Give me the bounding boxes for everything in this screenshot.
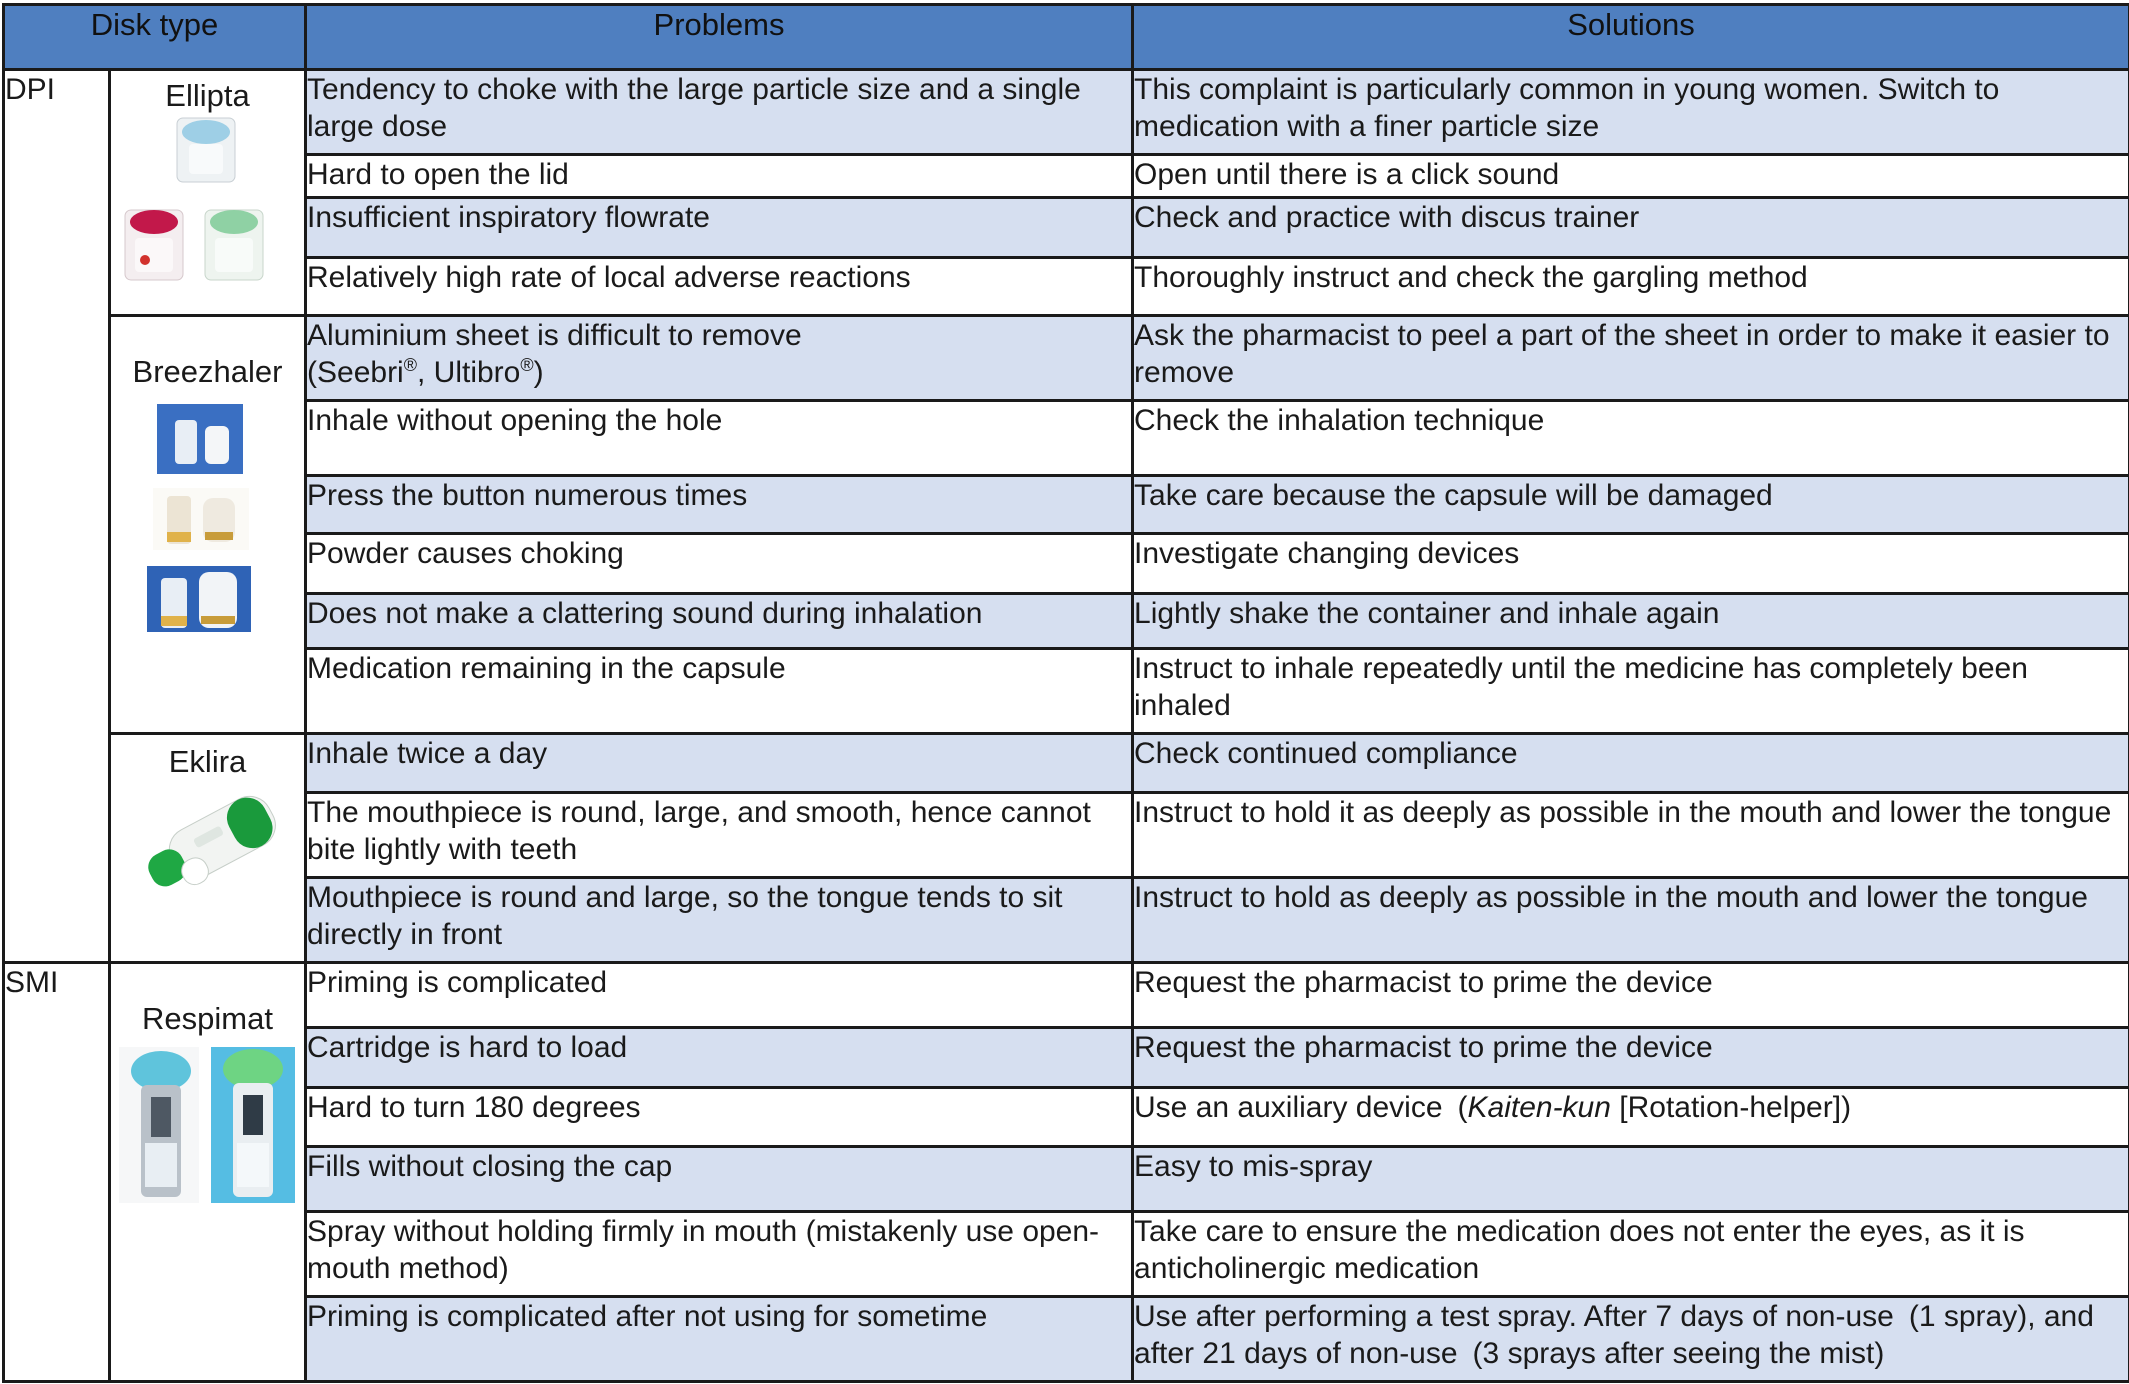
table-row bbox=[4, 1147, 2129, 1212]
inhaler-problems-table bbox=[2, 3, 2129, 1383]
solution-cell: Check the inhalation technique bbox=[1133, 400, 2129, 475]
eklira-inhaler-icon bbox=[111, 788, 307, 898]
problem-cell: Mouthpiece is round and large, so the tongue tends to sit directly in front bbox=[306, 878, 1133, 963]
header-disk-type: Disk type bbox=[4, 5, 306, 70]
table-row bbox=[4, 198, 2129, 258]
brand-text: ) bbox=[533, 355, 544, 389]
table-row bbox=[4, 1211, 2129, 1296]
table-row bbox=[4, 793, 2129, 878]
problem-cell: Fills without closing the cap bbox=[306, 1147, 1133, 1212]
problem-cell: Insufficient inspiratory flowrate bbox=[306, 198, 1133, 258]
table-row bbox=[4, 70, 2129, 155]
solution-cell: Instruct to hold as deeply as possible in the mouth and lower the tongue bbox=[1133, 878, 2129, 963]
solution-text: Use an auxiliary device ( bbox=[1134, 1090, 1468, 1124]
problem-cell: The mouthpiece is round, large, and smooth, hence cannot bite lightly with teeth bbox=[306, 793, 1133, 878]
solution-cell: Easy to mis-spray bbox=[1133, 1147, 2129, 1212]
table-row bbox=[4, 1087, 2129, 1147]
problem-text: Aluminium sheet is difficult to remove bbox=[307, 318, 802, 352]
device-name-breezhaler: Breezhaler bbox=[132, 353, 283, 389]
problem-cell: Tendency to choke with the large particle size and a single large dose bbox=[306, 70, 1133, 155]
registered-mark: ® bbox=[403, 354, 417, 375]
device-name-eklira: Eklira bbox=[168, 743, 247, 779]
solution-text: [Rotation-helper]) bbox=[1610, 1090, 1852, 1124]
respimat-image bbox=[111, 1047, 307, 1207]
table-row bbox=[4, 648, 2129, 733]
device-name-ellipta: Ellipta bbox=[165, 78, 250, 113]
solution-cell: Investigate changing devices bbox=[1133, 534, 2129, 594]
problem-cell: Powder causes choking bbox=[306, 534, 1133, 594]
solution-cell: Take care to ensure the medication does not enter the eyes, as it is anticholinergic medication bbox=[1133, 1211, 2129, 1296]
ellipta-inhalers-icon bbox=[111, 114, 307, 294]
solution-cell: Request the pharmacist to prime the device bbox=[1133, 963, 2129, 1028]
device-cell-eklira bbox=[110, 733, 306, 963]
table-row bbox=[4, 963, 2129, 1028]
problem-cell: Medication remaining in the capsule bbox=[306, 648, 1133, 733]
device-cell-respimat bbox=[110, 963, 306, 1382]
solution-cell: Ask the pharmacist to peel a part of the sheet in order to make it easier to remove bbox=[1133, 315, 2129, 400]
problem-cell: Does not make a clattering sound during inhalation bbox=[306, 593, 1133, 648]
problem-cell: Priming is complicated bbox=[306, 963, 1133, 1028]
table-row bbox=[4, 1027, 2129, 1087]
problem-cell: Relatively high rate of local adverse reactions bbox=[306, 258, 1133, 316]
solution-cell: Request the pharmacist to prime the device bbox=[1133, 1027, 2129, 1087]
table-row bbox=[4, 315, 2129, 400]
solution-cell: Check continued compliance bbox=[1133, 733, 2129, 793]
device-helper-name: Kaiten-kun bbox=[1467, 1090, 1611, 1124]
table-row bbox=[4, 475, 2129, 534]
problem-cell: Priming is complicated after not using for sometime bbox=[306, 1296, 1133, 1381]
ellipta-image bbox=[111, 114, 307, 294]
table-row bbox=[4, 258, 2129, 316]
device-cell-ellipta bbox=[110, 70, 306, 316]
registered-mark: ® bbox=[520, 354, 534, 375]
solution-cell: Lightly shake the container and inhale again bbox=[1133, 593, 2129, 648]
table-row bbox=[4, 878, 2129, 963]
solution-cell: Open until there is a click sound bbox=[1133, 154, 2129, 197]
header-solutions: Solutions bbox=[1133, 5, 2129, 70]
breezhaler-inhalers-icon bbox=[111, 400, 307, 640]
solution-cell: Thoroughly instruct and check the gargling method bbox=[1133, 258, 2129, 316]
problem-cell bbox=[306, 315, 1133, 400]
solution-cell: Instruct to hold it as deeply as possible in the mouth and lower the tongue bbox=[1133, 793, 2129, 878]
table-row bbox=[4, 534, 2129, 594]
problem-cell: Inhale twice a day bbox=[306, 733, 1133, 793]
eklira-image bbox=[111, 788, 307, 898]
header-row bbox=[4, 5, 2129, 70]
type-cell-smi: SMI bbox=[4, 963, 110, 1382]
table-row bbox=[4, 154, 2129, 197]
device-cell-breezhaler bbox=[110, 315, 306, 733]
brand-text: , Ultibro bbox=[417, 355, 521, 389]
solution-cell: Instruct to inhale repeatedly until the medicine has completely been inhaled bbox=[1133, 648, 2129, 733]
table-row bbox=[4, 1296, 2129, 1381]
table-row bbox=[4, 593, 2129, 648]
device-name-respimat: Respimat bbox=[142, 1001, 273, 1037]
problem-cell: Inhale without opening the hole bbox=[306, 400, 1133, 475]
respimat-inhalers-icon bbox=[111, 1047, 307, 1207]
problem-cell: Cartridge is hard to load bbox=[306, 1027, 1133, 1087]
header-problems: Problems bbox=[306, 5, 1133, 70]
problem-cell: Hard to turn 180 degrees bbox=[306, 1087, 1133, 1147]
solution-cell: Take care because the capsule will be damaged bbox=[1133, 475, 2129, 534]
type-cell-dpi: DPI bbox=[4, 70, 110, 963]
solution-cell bbox=[1133, 1087, 2129, 1147]
table-row bbox=[4, 400, 2129, 475]
solution-cell: This complaint is particularly common in young women. Switch to medication with a finer particle size bbox=[1133, 70, 2129, 155]
table-row bbox=[4, 733, 2129, 793]
brand-text: (Seebri bbox=[307, 355, 404, 389]
breezhaler-image bbox=[111, 400, 307, 640]
solution-cell: Check and practice with discus trainer bbox=[1133, 198, 2129, 258]
problem-cell: Spray without holding firmly in mouth (mistakenly use open-mouth method) bbox=[306, 1211, 1133, 1296]
solution-cell: Use after performing a test spray. After 7 days of non-use (1 spray), and after 21 days of non-use (3 sprays after seeing the mist) bbox=[1133, 1296, 2129, 1381]
problem-cell: Press the button numerous times bbox=[306, 475, 1133, 534]
problem-cell: Hard to open the lid bbox=[306, 154, 1133, 197]
